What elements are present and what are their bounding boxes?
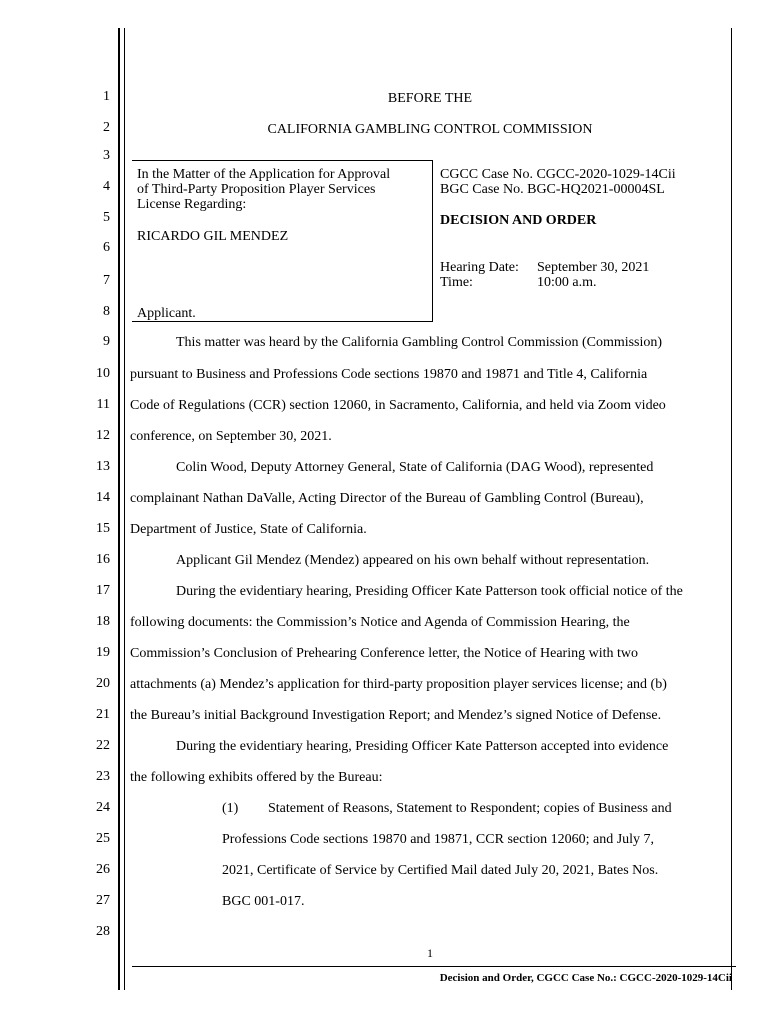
line-number: 10	[96, 366, 110, 381]
line-number: 6	[103, 240, 110, 255]
body-paragraph-line: attachments (a) Mendez’s application for third-party proposition player services license; and (b)	[130, 677, 667, 692]
left-margin-double-rule	[118, 28, 120, 990]
body-paragraph-line: Colin Wood, Deputy Attorney General, State of California (DAG Wood), represented	[176, 460, 654, 475]
left-margin-inner-rule	[124, 28, 125, 990]
hearing-time-value: 10:00 a.m.	[537, 275, 597, 290]
line-number: 8	[103, 304, 110, 319]
line-number: 11	[96, 397, 110, 412]
heading-before-the: BEFORE THE	[387, 91, 473, 106]
cgcc-case-number: CGCC Case No. CGCC-2020-1029-14Cii	[440, 167, 676, 182]
line-number: 16	[96, 552, 110, 567]
line-number: 24	[96, 800, 110, 815]
page-number: 1	[427, 946, 433, 960]
footer-caption: Decision and Order, CGCC Case No.: CGCC-2020-1029-14Cii	[439, 972, 732, 984]
line-number: 18	[96, 614, 110, 629]
line-number: 23	[96, 769, 110, 784]
line-number: 20	[96, 676, 110, 691]
bgc-case-number: BGC Case No. BGC-HQ2021-00004SL	[440, 182, 665, 197]
caption-party-name: RICARDO GIL MENDEZ	[137, 229, 289, 244]
line-number: 28	[96, 924, 110, 939]
caption-matter-line-3: License Regarding:	[137, 197, 247, 212]
hearing-date-label: Hearing Date:	[440, 260, 519, 275]
footer-rule	[132, 966, 736, 967]
exhibit-line: BGC 001-017.	[222, 894, 305, 909]
line-number: 14	[96, 490, 110, 505]
body-paragraph-line: Code of Regulations (CCR) section 12060, in Sacramento, California, and held via Zoom video	[130, 398, 666, 413]
body-paragraph-line: During the evidentiary hearing, Presiding Officer Kate Patterson took official notice of the	[176, 584, 683, 599]
line-number: 2	[103, 120, 110, 135]
hearing-time-label: Time:	[440, 275, 473, 290]
exhibit-line: Professions Code sections 19870 and 19871, CCR section 12060; and July 7,	[222, 832, 655, 847]
exhibit-number: (1)	[222, 801, 239, 816]
heading-commission-name: CALIFORNIA GAMBLING CONTROL COMMISSION	[267, 122, 593, 137]
line-number: 9	[103, 334, 110, 349]
line-number: 1	[103, 89, 110, 104]
body-paragraph-line: the Bureau’s initial Background Investigation Report; and Mendez’s signed Notice of Defense.	[130, 708, 662, 723]
line-number: 12	[96, 428, 110, 443]
exhibit-line: Statement of Reasons, Statement to Respondent; copies of Business and	[268, 801, 672, 816]
line-number: 22	[96, 738, 110, 753]
document-title: DECISION AND ORDER	[440, 213, 597, 228]
line-number: 25	[96, 831, 110, 846]
caption-applicant: Applicant.	[137, 306, 196, 321]
line-number: 7	[103, 273, 110, 288]
body-paragraph-line: complainant Nathan DaValle, Acting Director of the Bureau of Gambling Control (Bureau),	[130, 491, 644, 506]
line-number: 13	[96, 459, 110, 474]
body-paragraph-line: During the evidentiary hearing, Presiding Officer Kate Patterson accepted into evidence	[176, 739, 669, 754]
caption-matter-line-2: of Third-Party Proposition Player Services	[137, 182, 376, 197]
caption-matter-line-1: In the Matter of the Application for Approval	[137, 167, 391, 182]
line-number: 26	[96, 862, 110, 877]
body-paragraph-line: pursuant to Business and Professions Code sections 19870 and 19871 and Title 4, California	[130, 367, 648, 382]
hearing-date-value: September 30, 2021	[537, 260, 650, 275]
body-paragraph-line: the following exhibits offered by the Bureau:	[130, 770, 383, 785]
body-paragraph-line: Department of Justice, State of California.	[130, 522, 367, 537]
body-paragraph-line: Applicant Gil Mendez (Mendez) appeared on his own behalf without representation.	[176, 553, 650, 568]
body-paragraph-line: following documents: the Commission’s Notice and Agenda of Commission Hearing, the	[130, 615, 630, 630]
body-paragraph-line: This matter was heard by the California Gambling Control Commission (Commission)	[176, 335, 663, 350]
line-number: 17	[96, 583, 110, 598]
body-paragraph-line: Commission’s Conclusion of Prehearing Conference letter, the Notice of Hearing with two	[130, 646, 638, 661]
line-number: 15	[96, 521, 110, 536]
line-number: 19	[96, 645, 110, 660]
right-margin-rule	[731, 28, 732, 990]
line-number: 21	[96, 707, 110, 722]
line-number: 4	[103, 179, 110, 194]
line-number: 3	[103, 148, 110, 163]
line-number: 5	[103, 210, 110, 225]
exhibit-line: 2021, Certificate of Service by Certified Mail dated July 20, 2021, Bates Nos.	[222, 863, 659, 878]
body-paragraph-line: conference, on September 30, 2021.	[130, 429, 332, 444]
line-number: 27	[96, 893, 110, 908]
